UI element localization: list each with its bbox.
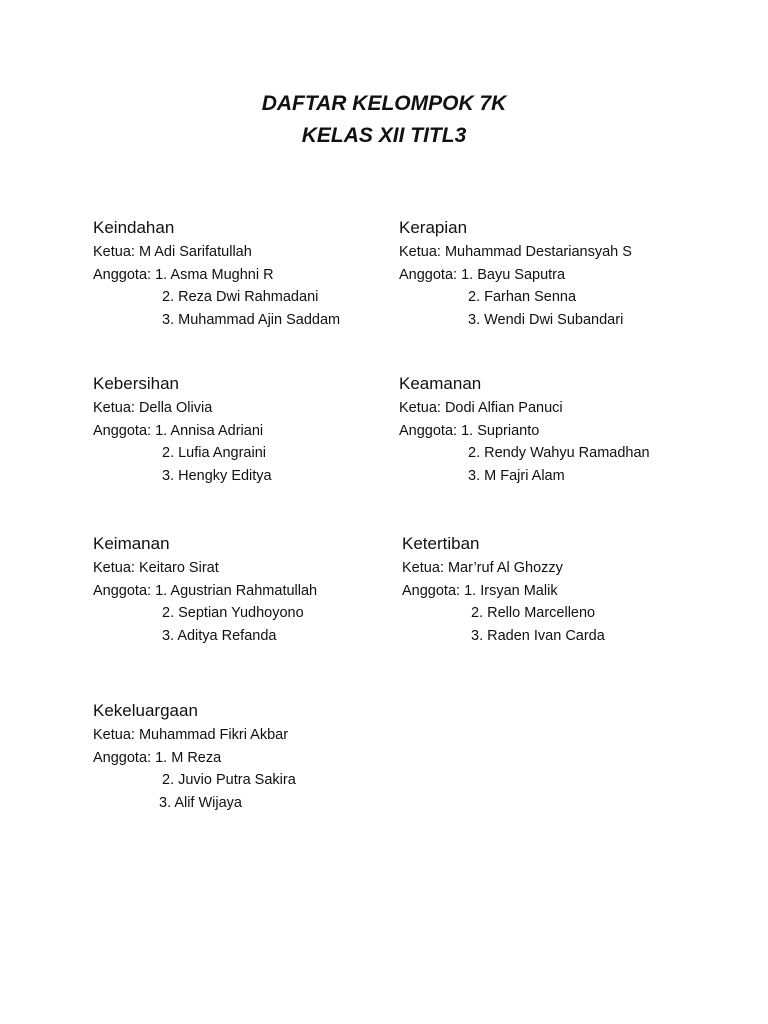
- member-row: [93, 264, 423, 287]
- leader-row: [93, 724, 423, 747]
- member-name: 1. Agustrian Rahmatullah: [155, 582, 318, 599]
- member-name: 3. Hengky Editya: [162, 467, 272, 484]
- members-label: Anggota:: [399, 266, 458, 283]
- members-label: Anggota:: [93, 582, 152, 599]
- member-row: [93, 602, 423, 625]
- group-keamanan: [399, 373, 729, 487]
- member-row: [93, 420, 423, 443]
- group-kerapian: [399, 217, 729, 331]
- member-row: [93, 465, 423, 488]
- member-name: 3. Muhammad Ajin Saddam: [162, 311, 341, 328]
- leader-label: Ketua:: [399, 400, 441, 416]
- group-ketertiban: [402, 533, 732, 647]
- group-kebersihan: [93, 373, 423, 487]
- member-name: 3. Alif Wijaya: [159, 794, 242, 811]
- group-name: Kebersihan: [93, 374, 180, 393]
- group-name: Keimanan: [93, 534, 170, 553]
- members-label: Anggota:: [399, 422, 458, 439]
- members-label: Anggota:: [93, 266, 152, 283]
- member-name: 2. Septian Yudhoyono: [162, 605, 304, 621]
- group-name: Keamanan: [399, 374, 482, 393]
- leader-name: Keitaro Sirat: [138, 560, 219, 576]
- member-row: [399, 420, 729, 443]
- leader-name: Dodi Alfian Panuci: [444, 400, 563, 416]
- member-row: [402, 602, 732, 625]
- group-name: Kerapian: [399, 218, 468, 237]
- group-keimanan: [93, 533, 423, 647]
- leader-row: [402, 557, 732, 580]
- group-keindahan: [93, 217, 423, 331]
- member-row: [399, 309, 729, 332]
- member-row: [402, 580, 732, 603]
- member-row: [399, 442, 729, 465]
- leader-label: Ketua:: [93, 727, 135, 743]
- member-row: [402, 625, 732, 648]
- leader-row: [399, 241, 729, 264]
- leader-label: Ketua:: [93, 400, 135, 416]
- group-name: Kekeluargaan: [93, 701, 198, 720]
- member-name: 3. M Fajri Alam: [468, 467, 565, 484]
- member-row: [93, 580, 423, 603]
- member-name: 3. Wendi Dwi Subandari: [468, 311, 624, 328]
- member-row: [93, 747, 423, 770]
- leader-name: Muhammad Destariansyah S: [444, 244, 632, 260]
- leader-name: Della Olivia: [138, 400, 213, 416]
- member-name: 1. Suprianto: [461, 422, 540, 439]
- members-label: Anggota:: [93, 422, 152, 439]
- member-name: 3. Raden Ivan Carda: [471, 627, 605, 644]
- page-subtitle: KELAS XII TITL3: [301, 124, 467, 147]
- member-row: [93, 625, 423, 648]
- leader-name: Muhammad Fikri Akbar: [138, 727, 289, 743]
- members-label: Anggota:: [93, 749, 152, 766]
- leader-label: Ketua:: [399, 244, 441, 260]
- leader-row: [93, 397, 423, 420]
- member-name: 1. Irsyan Malik: [464, 582, 558, 599]
- group-name: Ketertiban: [402, 534, 480, 553]
- leader-row: [399, 397, 729, 420]
- leader-label: Ketua:: [402, 560, 444, 576]
- member-row: [93, 442, 423, 465]
- member-name: 3. Aditya Refanda: [162, 627, 277, 644]
- member-name: 2. Reza Dwi Rahmadani: [162, 289, 319, 305]
- member-name: 1. Asma Mughni R: [155, 266, 274, 283]
- member-name: 2. Rendy Wahyu Ramadhan: [468, 445, 650, 461]
- group-name: Keindahan: [93, 218, 175, 237]
- members-label: Anggota:: [402, 582, 461, 599]
- member-row: [399, 264, 729, 287]
- member-row: [93, 286, 423, 309]
- member-row: [93, 309, 423, 332]
- leader-label: Ketua:: [93, 560, 135, 576]
- member-name: 2. Rello Marcelleno: [471, 605, 596, 621]
- member-row: [399, 286, 729, 309]
- leader-label: Ketua:: [93, 244, 135, 260]
- member-row: [93, 792, 423, 815]
- page-title: DAFTAR KELOMPOK 7K: [261, 92, 507, 115]
- member-name: 2. Lufia Angraini: [162, 445, 266, 461]
- member-name: 1. Annisa Adriani: [155, 422, 264, 439]
- member-name: 1. Bayu Saputra: [461, 266, 566, 283]
- member-name: 2. Juvio Putra Sakira: [162, 772, 296, 788]
- member-name: 1. M Reza: [155, 749, 222, 766]
- member-row: [93, 769, 423, 792]
- member-row: [399, 465, 729, 488]
- member-name: 2. Farhan Senna: [468, 289, 577, 305]
- group-kekeluargaan: [93, 700, 423, 814]
- leader-row: [93, 557, 423, 580]
- leader-name: M Adi Sarifatullah: [138, 244, 252, 260]
- leader-name: Mar’ruf Al Ghozzy: [447, 560, 563, 576]
- leader-row: [93, 241, 423, 264]
